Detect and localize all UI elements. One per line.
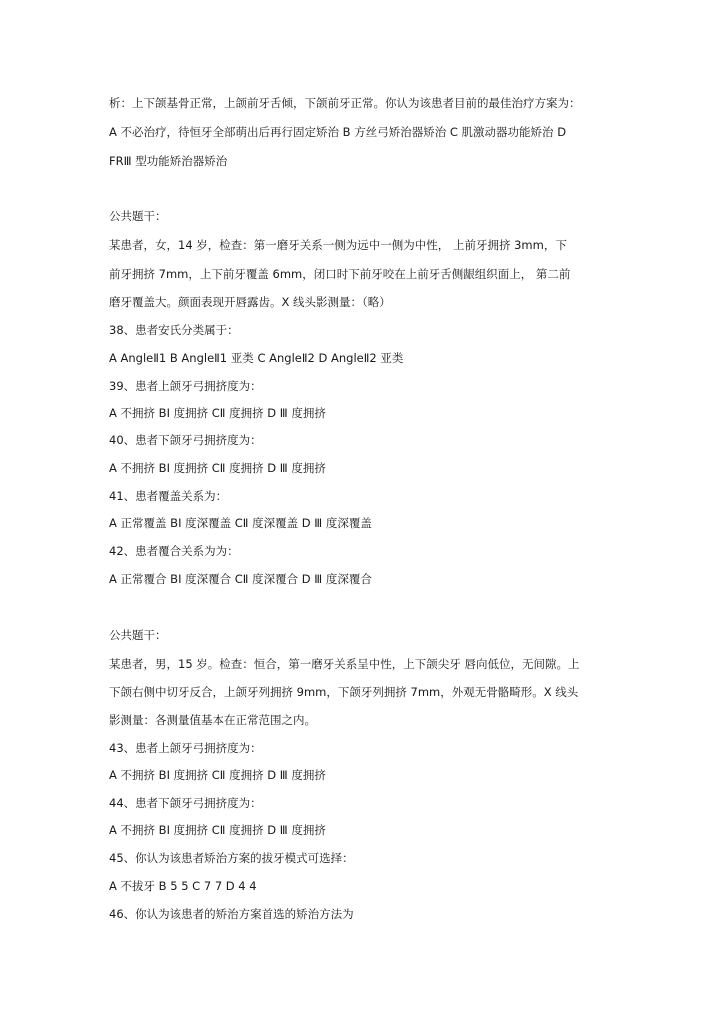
paragraph-line: 磨牙覆盖大。颜面表现开唇露齿。X 线头影测量：（略） bbox=[109, 295, 391, 309]
options-line: A 正常覆盖 BⅠ 度深覆盖 CⅡ 度深覆盖 D Ⅲ 度深覆盖 bbox=[109, 516, 372, 530]
paragraph-line: A 不必治疗，待恒牙全部萌出后再行固定矫治 B 方丝弓矫治器矫治 C 肌激动器功能矫治 D bbox=[109, 125, 567, 139]
paragraph-line: 下颌右侧中切牙反合，上颌牙列拥挤 9mm，下颌牙列拥挤 7mm，外观无骨骼畸形。X 线头 bbox=[109, 685, 579, 699]
question-line: 45、你认为该患者矫治方案的拔牙模式可选择： bbox=[109, 851, 354, 865]
options-line: A 不拥挤 BⅠ 度拥挤 CⅡ 度拥挤 D Ⅲ 度拥挤 bbox=[109, 461, 326, 475]
options-line: A 不拥挤 BⅠ 度拥挤 CⅡ 度拥挤 D Ⅲ 度拥挤 bbox=[109, 768, 326, 782]
question-line: 39、患者上颌牙弓拥挤度为： bbox=[109, 379, 262, 393]
options-line: A 不拥挤 BⅠ 度拥挤 CⅡ 度拥挤 D Ⅲ 度拥挤 bbox=[109, 823, 326, 837]
paragraph-line: 某患者，女，14 岁，检查：第一磨牙关系一侧为远中一侧为中性， 上前牙拥挤 3mm，下 bbox=[109, 238, 567, 252]
options-line: A AngleⅡ1 B AngleⅡ1 亚类 C AngleⅡ2 D AngleⅡ2 亚类 bbox=[109, 351, 404, 365]
paragraph-line: 影测量：各测量值基本在正常范围之内。 bbox=[109, 713, 316, 727]
question-line: 41、患者覆盖关系为： bbox=[109, 489, 228, 503]
question-line: 43、患者上颌牙弓拥挤度为： bbox=[109, 741, 262, 755]
question-line: 46、你认为该患者的矫治方案首选的矫治方法为 bbox=[109, 907, 354, 921]
section-heading: 公共题干： bbox=[109, 628, 167, 642]
question-line: 44、患者下颌牙弓拥挤度为： bbox=[109, 796, 262, 810]
options-line: A 不拔牙 B 5 5 C 7 7 D 4 4 bbox=[109, 879, 257, 893]
options-line: A 不拥挤 BⅠ 度拥挤 CⅡ 度拥挤 D Ⅲ 度拥挤 bbox=[109, 406, 326, 420]
question-line: 38、患者安氏分类属于： bbox=[109, 323, 239, 337]
paragraph-line: 某患者，男，15 岁。检查：恒合，第一磨牙关系呈中性，上下颌尖牙 唇向低位，无间隙。上 bbox=[109, 657, 580, 671]
section-heading: 公共题干： bbox=[109, 209, 167, 223]
question-line: 42、患者覆合关系为为： bbox=[109, 544, 239, 558]
paragraph-line: 析：上下颌基骨正常，上颌前牙舌倾，下颌前牙正常。你认为该患者目前的最佳治疗方案为： bbox=[109, 96, 581, 110]
paragraph-line: 前牙拥挤 7mm，上下前牙覆盖 6mm，闭口时下前牙咬在上前牙舌侧龈组织面上， 第二前 bbox=[109, 267, 571, 281]
options-line: A 正常覆合 BⅠ 度深覆合 CⅡ 度深覆合 D Ⅲ 度深覆合 bbox=[109, 572, 372, 586]
paragraph-line: FRⅢ 型功能矫治器矫治 bbox=[109, 154, 228, 168]
question-line: 40、患者下颌牙弓拥挤度为： bbox=[109, 433, 262, 447]
